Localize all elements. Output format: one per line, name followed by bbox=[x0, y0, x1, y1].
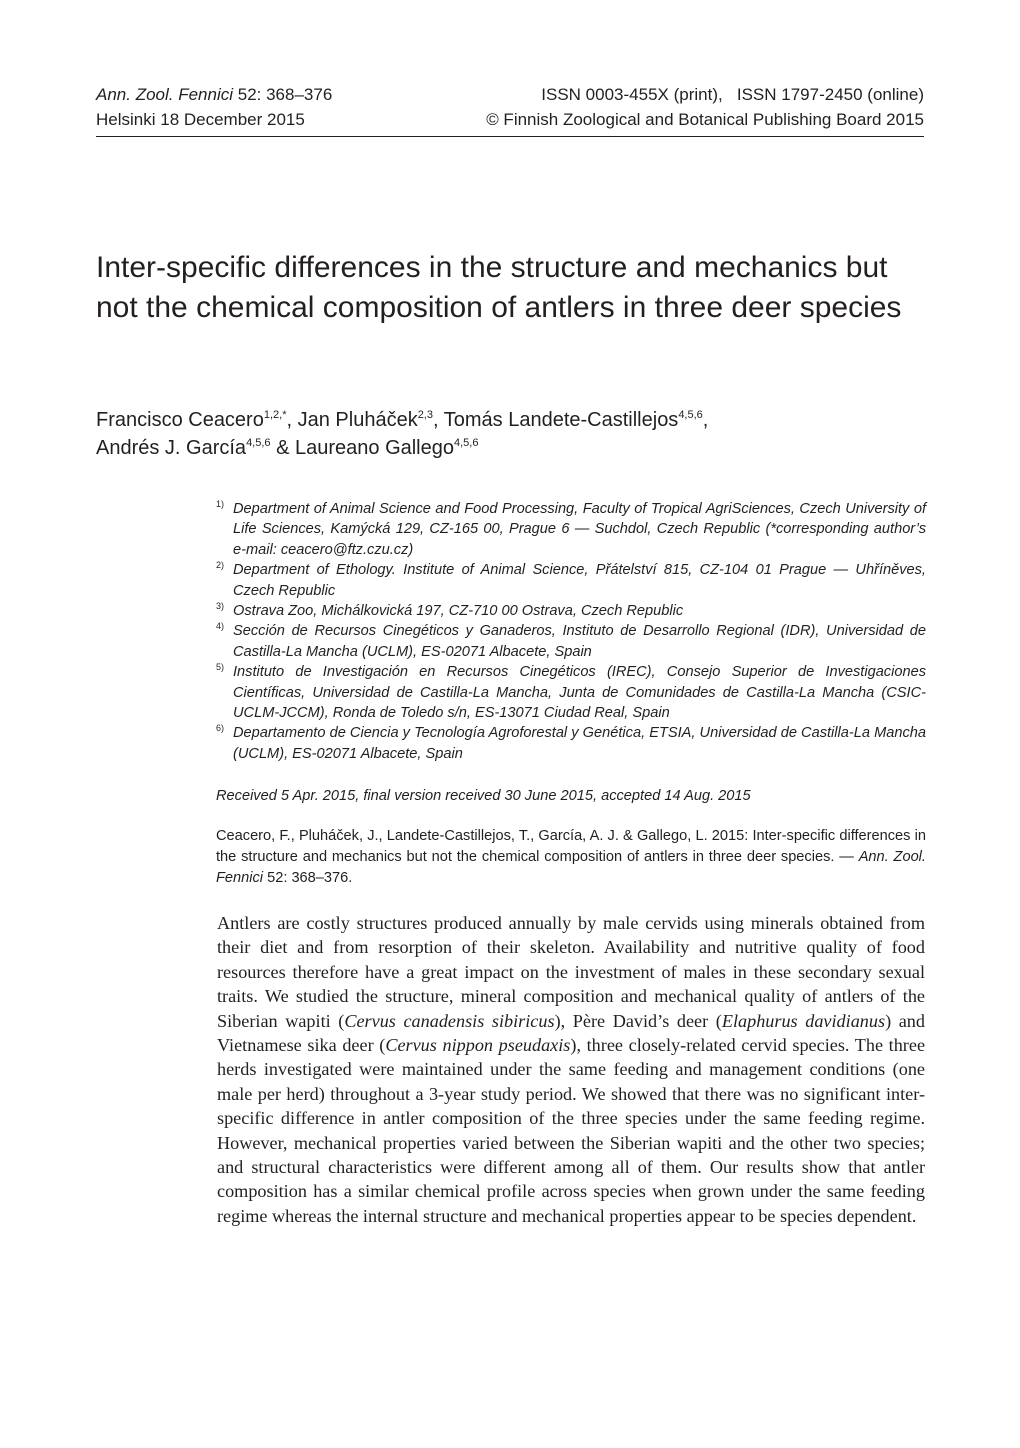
article-title: Inter-specific differences in the structure and mechanics but not the chemical composition of antlers in three deer species bbox=[96, 251, 902, 324]
affiliation-item: 5) Instituto de Investigación en Recursos Cinegéticos (IREC), Consejo Superior de Investigaciones Científicas, Universidad de Castilla-La Mancha, Junta de Comunidades de Castilla-La Mancha (CSIC-UCLM-JCCM), Ronda de Toledo s/n, ES-13071 Ciudad Real, Spain bbox=[216, 662, 926, 722]
affiliation-item: 6) Departamento de Ciencia y Tecnología Agroforestal y Genética, ETSIA, Universidad de Castilla-La Mancha (UCLM), ES-02071 Albacete, Spain bbox=[216, 723, 926, 762]
affiliation-number: 6) bbox=[216, 723, 225, 734]
affiliation-number: 2) bbox=[216, 560, 225, 571]
citation-journal: Ann. Zool. Fennici bbox=[216, 848, 926, 886]
affiliation-number: 5) bbox=[216, 662, 225, 673]
author: Tomás Landete-Castillejos$^{4,5,6}$, bbox=[443, 409, 709, 431]
copyright-line: © Finnish Zoological and Botanical Publishing Board 2015 bbox=[486, 110, 924, 129]
affiliation-list bbox=[216, 499, 926, 764]
affiliation-item: 2) Department of Ethology. Institute of Animal Science, Přátelství 815, CZ-104 01 Prague — Uhříněves, Czech Republic bbox=[216, 560, 926, 599]
species-name: Elaphurus davidianus bbox=[721, 1010, 886, 1031]
affiliation-item: 3) Ostrava Zoo, Michálkovická 197, CZ-710 00 Ostrava, Czech Republic bbox=[216, 601, 684, 620]
author: Laureano Gallego$^{4,5,6}$ bbox=[294, 437, 479, 459]
affiliation-number: 1) bbox=[216, 499, 225, 509]
journal-citation-header bbox=[96, 85, 332, 105]
journal-header-line-2 bbox=[96, 110, 924, 130]
author: Jan Pluháček$^{2,3}$, bbox=[297, 409, 444, 431]
author-list bbox=[96, 406, 936, 462]
affiliation-number: 3) bbox=[216, 601, 225, 612]
volume-pages: 52: 368–376 bbox=[237, 85, 333, 104]
affiliation-number: 4) bbox=[216, 621, 225, 632]
place-date: Helsinki 18 December 2015 bbox=[96, 110, 305, 129]
received-dates: Received 5 Apr. 2015, final version received 30 June 2015, accepted 14 Aug. 2015 bbox=[216, 788, 751, 804]
species-name: Cervus nippon pseudaxis bbox=[385, 1035, 571, 1056]
affiliation-item: 4) Sección de Recursos Cinegéticos y Ganaderos, Instituto de Desarrollo Regional (IDR), Universidad de Castilla-La Mancha (UCLM), ES-02071 Albacete, Spain bbox=[216, 621, 926, 660]
header-divider bbox=[96, 136, 924, 137]
journal-header-line-1 bbox=[96, 85, 924, 105]
abstract: Antlers are costly structures produced annually by male cervids using minerals obtained from their diet and from resorption of their skeleton. Availability and nutritive quality of food resources therefore have a great impact on the investment of males in these secondary sexual traits. We studied the structure, mineral composition and mechanical quality of antlers of the Siberian wapiti (Cervus canadensis sibiricus), Père David’s deer (Elaphurus davidianus) and Vietnamese sika deer (Cervus nippon pseudaxis), three closely-related cervid species. The three herds investigated were maintained under the same feeding and management conditions (one male per herd) throughout a 3-year study period. We showed that there was no significant inter-specific difference in antler composition of the three species under the same feeding regime. However, mechanical properties varied between the Siberian wapiti and the other two species; and structural characteristics were different among all of them. Our results show that antler composition has a similar chemical profile across species when grown under the same feeding regime whereas the internal structure and mechanical properties appear to be species dependent. bbox=[217, 913, 926, 1226]
affiliation-item: 1) Department of Animal Science and Food Processing, Faculty of Tropical AgriSciences, Czech University of Life Sciences, Kamýcká 129, CZ-165 00, Prague 6 — Suchdol, Czech Republic (*corresponding author’s e-mail: ceacero@ftz.czu.cz) bbox=[216, 499, 926, 558]
citation-block: Ceacero, F., Pluháček, J., Landete-Castillejos, T., García, A. J. & Gallego, L. 2015: Inter-specific differences in the structure and mechanics but not the chemical composition of antlers in three deer species. — Ann. Zool. Fennici 52: 368–376. bbox=[216, 828, 926, 886]
author: Andrés J. García$^{4,5,6}$ & bbox=[96, 437, 295, 459]
issn-line: ISSN 0003-455X (print), ISSN 1797-2450 (online) bbox=[541, 85, 924, 104]
author: Francisco Ceacero$^{1,2,*}$, bbox=[96, 409, 298, 431]
journal-name: Ann. Zool. Fennici bbox=[96, 85, 234, 104]
species-name: Cervus canadensis sibiricus bbox=[344, 1010, 555, 1031]
